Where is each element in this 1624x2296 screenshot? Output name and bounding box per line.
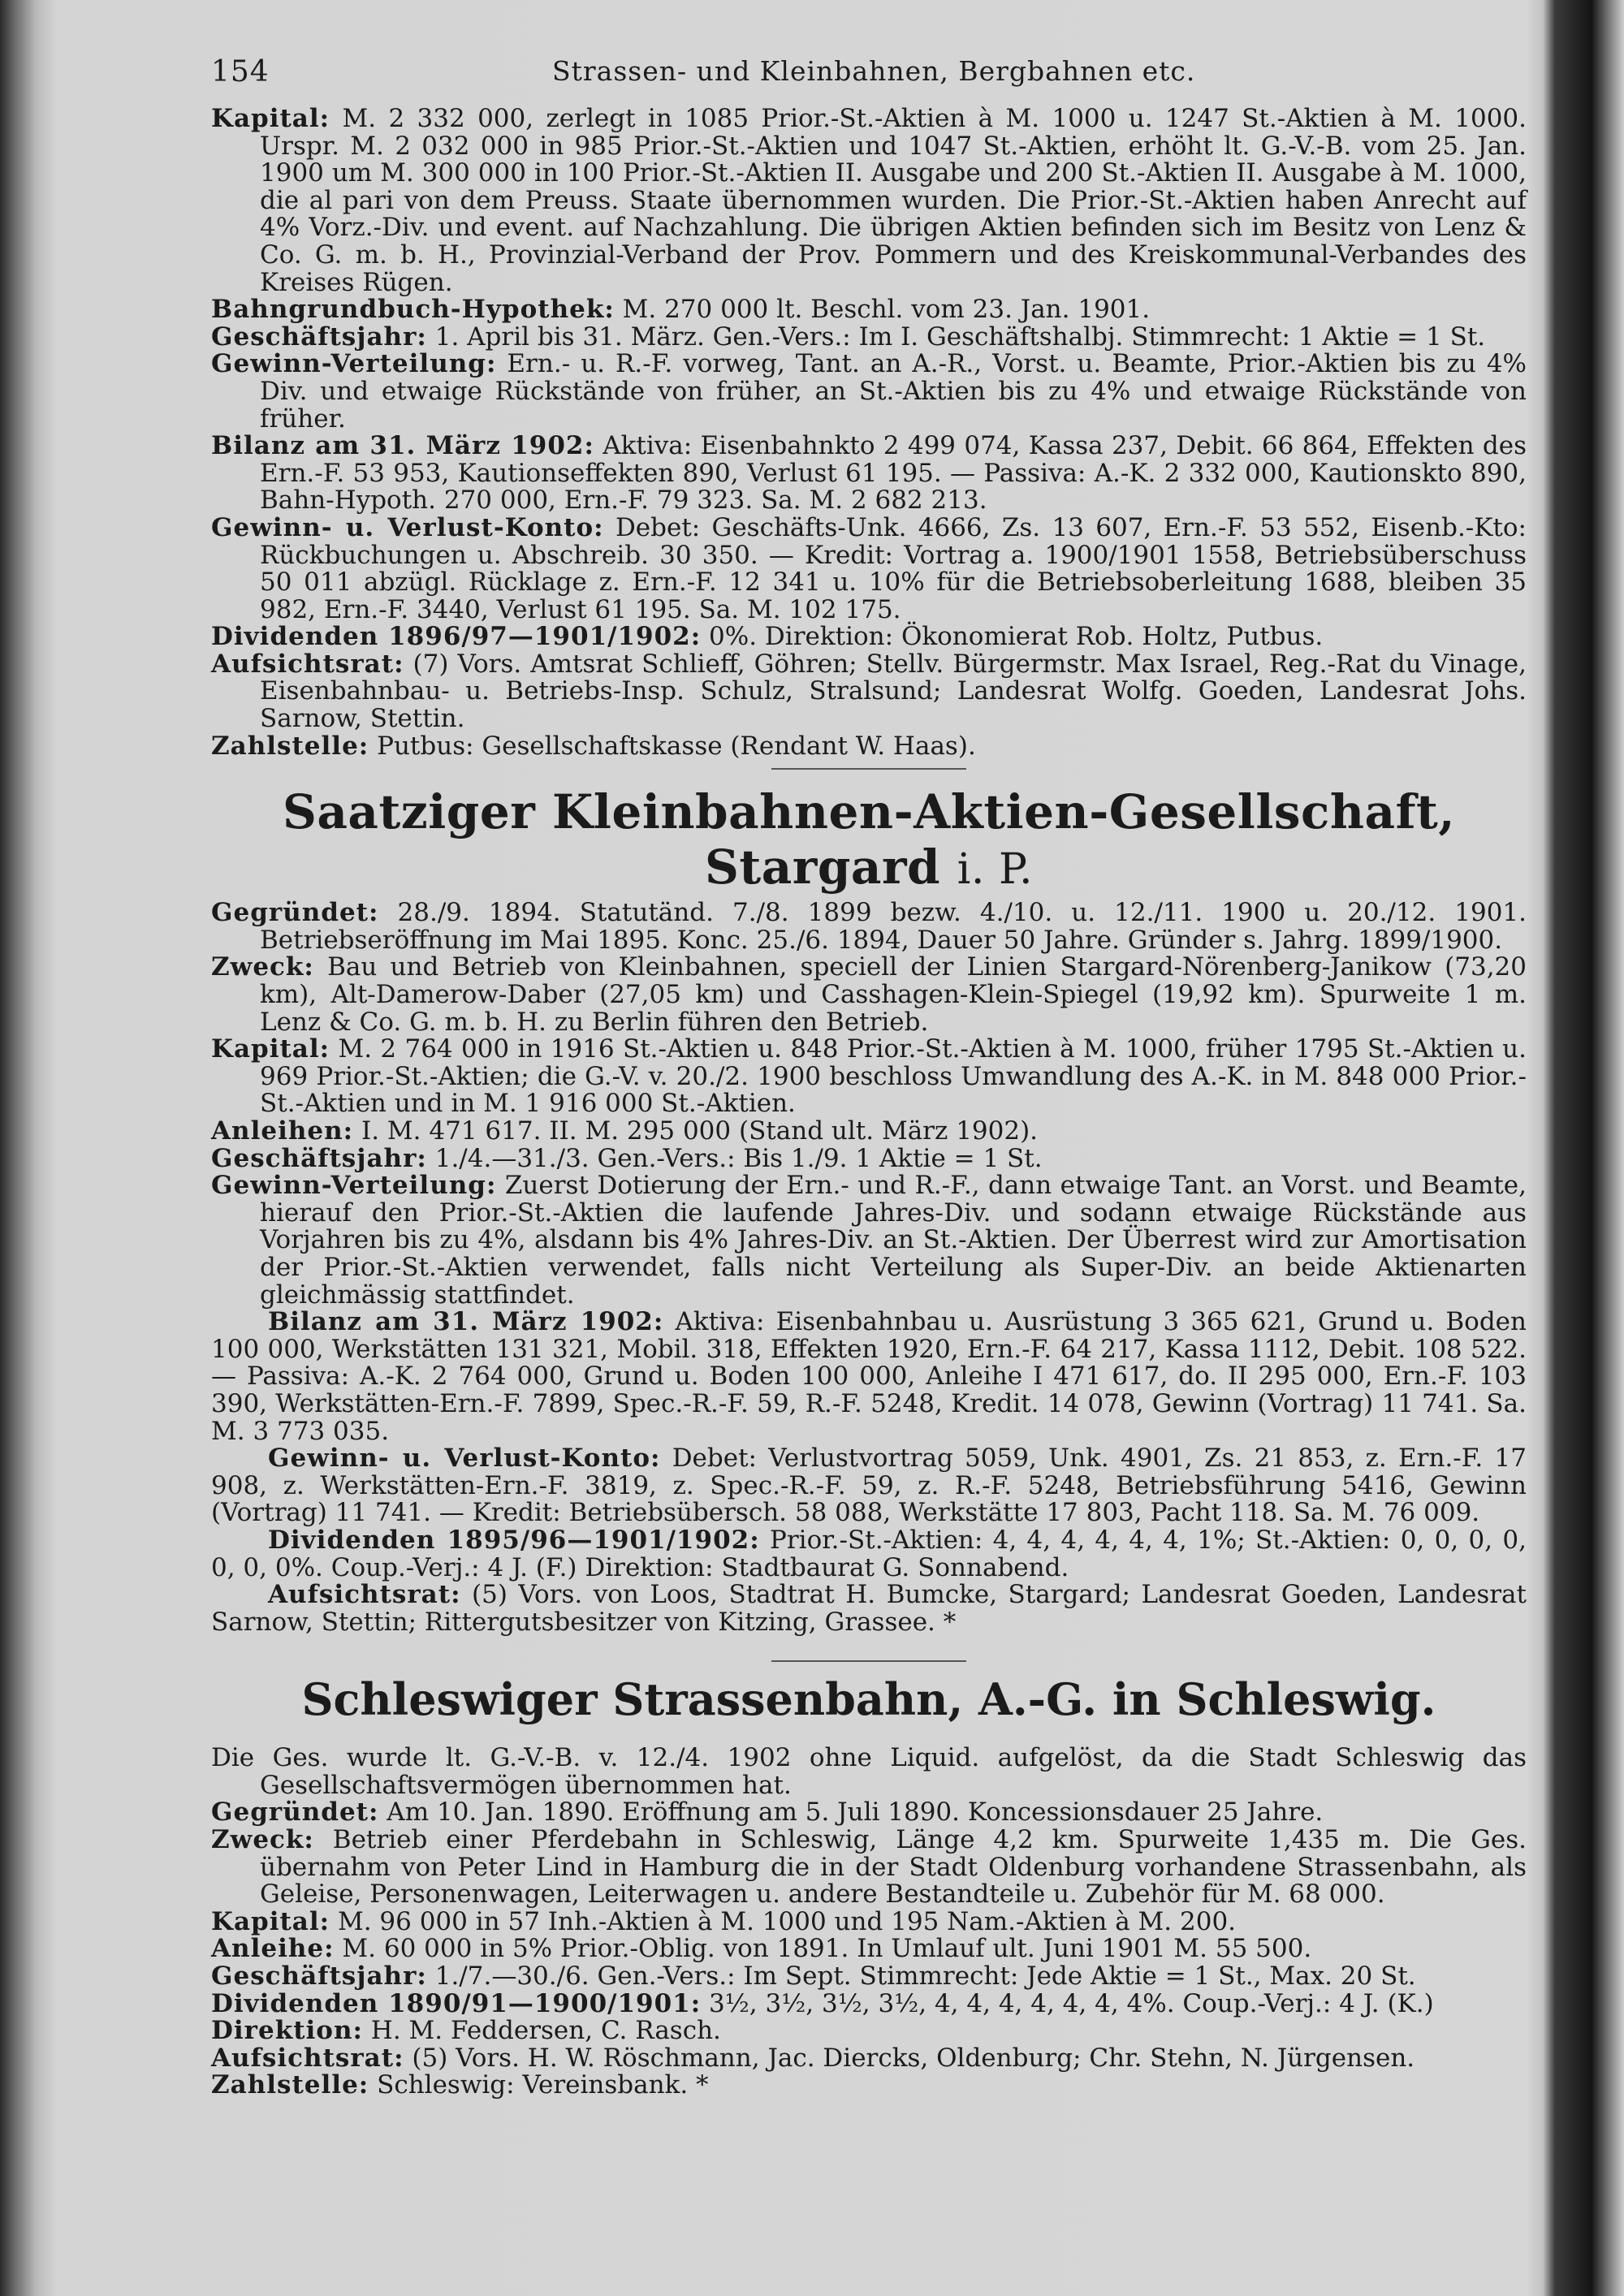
paragraph [211,1963,1527,1991]
field-key: Gegründet: [211,898,379,928]
running-title: Strassen- und Kleinbahnen, Bergbahnen etc. [552,55,1196,87]
paragraph [211,1936,1527,1963]
field-text: Betrieb einer Pferdebahn in Schleswig, Länge 4,2 km. Spurweite 1,435 m. Die Ges. übernahm von Peter Lind in Hamburg die in der Stadt Oldenburg vorhandene Strassenbahn, als Geleise, Personenwagen, Leiterwagen u. andere Bestandteile u. Zubehör für M. 68 000. [260,1825,1527,1910]
field-text: Zuerst Dotierung der Ern.- und R.-F., dann etwaige Tant. an Vorst. und Beamte, hierauf den Prior.-St.-Aktien die laufende Jahres-Div. und sodann etwaige Rückstände aus Vorjahren bis zu 4%, alsdann bis 4% Jahres-Div. an St.-Aktien. Der Überrest wird zur Amortisation der Prior.-St.-Aktien verwendet, falls nicht Verteilung als Super-Div. an beide Aktienarten gleichmässig stattfindet. [260,1171,1527,1310]
field-text: M. 2 332 000, zerlegt in 1085 Prior.-St.-Aktien à M. 1000 u. 1247 St.-Aktien à M. 1000. Urspr. M. 2 032 000 in 985 Prior.-St.-Aktien und 1047 St.-Aktien, erhöht lt. G.-V.-B. vom 25. Jan. 1900 um M. 300 000 in 100 Prior.-St.-Aktien II. Ausgabe und 200 St.-Aktien II. Ausgabe à M. 1000, die al pari von dem Preuss. Staate übernommen wurden. Die Prior.-St.-Aktien haben Anrecht auf 4% Vorz.-Div. und event. auf Nachzahlung. Die übrigen Aktien befinden sich im Besitz von Lenz & Co. G. m. b. H., Provinzial-Verband der Prov. Pommern und des Kreiskommunal-Verbandes des Kreises Rügen. [260,104,1527,297]
entry-schleswiger [211,1745,1527,2100]
field-key: Gewinn- u. Verlust-Konto: [211,512,604,542]
paragraph [211,1799,1527,1827]
paragraph [211,1988,1527,2018]
paragraph [211,433,1527,515]
paragraph [211,1143,1527,1173]
paragraph [211,651,1527,733]
field-key: Aufsichtsrat: [211,2043,404,2073]
field-text: 28./9. 1894. Statutänd. 7./8. 1899 bezw. 4./10. u. 12./11. 1900 u. 20./12. 1901. Betriebseröffnung im Mai 1895. Konc. 25./6. 1894, Dauer 50 Jahre. Gründer s. Jahrg. 1899/1900. [260,898,1527,955]
field-key: Geschäftsjahr: [211,1143,427,1173]
field-text: (5) Vors. H. W. Röschmann, Jac. Diercks, Oldenburg; Chr. Stehn, N. Jürgensen. [404,2043,1415,2073]
field-key: Dividenden 1895/96—1901/1902: [268,1525,760,1555]
field-text: I. M. 471 617. II. M. 295 000 (Stand ult. März 1902). [353,1116,1039,1146]
paragraph [211,2018,1527,2045]
field-key: Aufsichtsrat: [268,1580,461,1610]
paragraph [211,954,1527,1036]
entry-saatziger-financials [211,1309,1527,1636]
paragraph [211,1906,1527,1936]
paragraph [211,512,1527,624]
field-key: Zahlstelle: [211,2070,369,2100]
field-text: Putbus: Gesellschaftskasse (Rendant W. Haas). [369,731,976,761]
field-text: M. 2 764 000 in 1916 St.-Aktien u. 848 Prior.-St.-Aktien à M. 1000, früher 1795 St.-Aktien u. 969 Prior.-St.-Aktien; die G.-V. v. 20./2. 1900 beschloss Umwandlung des A.-K. in M. 848 000 Prior.-St.-Aktien und in M. 1 916 000 St.-Aktien. [260,1034,1527,1119]
paragraph [211,1309,1527,1445]
field-key: Zweck: [211,952,314,982]
company-heading-saatziger [211,784,1527,895]
field-key: Kapital: [211,104,330,133]
paragraph [211,1527,1527,1582]
separator-rule [771,1660,966,1662]
entry-ruegen-kleinbahn [211,106,1527,760]
paragraph [211,1745,1527,1799]
field-key: Zahlstelle: [211,731,369,761]
paragraph [211,106,1527,296]
field-key: Geschäftsjahr: [211,1962,427,1992]
paragraph [211,1118,1527,1146]
running-head [211,32,1527,106]
field-text: Am 10. Jan. 1890. Eröffnung am 5. Juli 1890. Koncessionsdauer 25 Jahre. [378,1798,1324,1828]
field-text: Aktiva: Eisenbahnkto 2 499 074, Kassa 237, Debit. 66 864, Effekten des Ern.-F. 53 953, Kautionseffekten 890, Verlust 61 195. — Passiva: A.-K. 2 332 000, Kautionskto 890, Bahn-Hypoth. 270 000, Ern.-F. 79 323. Sa. M. 2 682 213. [260,431,1527,516]
field-key: Kapital: [211,1906,330,1936]
field-text: H. M. Feddersen, C. Rasch. [362,2016,721,2046]
paragraph [211,1445,1527,1527]
field-key: Gewinn-Verteilung: [211,1171,497,1201]
field-key: Bilanz am 31. März 1902: [211,431,594,461]
field-key: Anleihe: [211,1934,335,1964]
field-text: 0%. Direktion: Ökonomierat Rob. Holtz, Putbus. [701,622,1324,652]
paragraph [211,624,1527,651]
field-text: Debet: Geschäfts-Unk. 4666, Zs. 13 607, Ern.-F. 53 552, Eisenb.-Kto: Rückbuchungen u. Abschreib. 30 350. — Kredit: Vortrag a. 1900/1901 1558, Betriebsüberschuss 50 011 abzügl. Rücklage z. Ern.-F. 12 341 u. 10% für die Betriebsoberleitung 1688, bleiben 35 982, Ern.-F. 3440, Verlust 61 195. Sa. M. 102 175. [260,512,1527,624]
field-text: Die Ges. wurde lt. G.-V.-B. v. 12./4. 1902 ohne Liquid. aufgelöst, da die Stadt Schleswig das Gesellschaftsvermögen übernommen hat. [211,1743,1527,1800]
entry-saatziger [211,900,1527,1309]
field-text: M. 96 000 in 57 Inh.-Aktien à M. 1000 und 195 Nam.-Aktien à M. 200. [330,1906,1237,1936]
field-text: Debet: Verlustvortrag 5059, Unk. 4901, Zs. 21 853, z. Ern.-F. 17 908, z. Werkstätten-Ern.-F. 3819, z. Spec.-R.-F. 59, z. R.-F. 5248, Betriebsführung 5416, Gewinn (Vortrag) 11 741. — Kredit: Betriebsübersch. 58 088, Werkstätte 17 803, Pacht 118. Sa. M. 76 009. [211,1444,1527,1528]
paragraph [211,296,1527,324]
field-text: Ern.- u. R.-F. vorweg, Tant. an A.-R., Vorst. u. Beamte, Prior.-Aktien bis zu 4% Div. und etwaige Rückstände von früher, an St.-Aktien bis zu 4% und etwaige Rückstände von früher. [260,349,1527,434]
field-text: (7) Vors. Amtsrat Schlieff, Göhren; Stellv. Bürgermstr. Max Israel, Reg.-Rat du Vinage, Eisenbahnbau- u. Betriebs-Insp. Schulz, Stralsund; Landesrat Wolfg. Goeden, Landesrat Johs. Sarnow, Stettin. [260,649,1527,734]
field-key: Gewinn- u. Verlust-Konto: [268,1444,661,1474]
paragraph [211,351,1527,433]
paragraph [211,1036,1527,1118]
field-text: M. 270 000 lt. Beschl. vom 23. Jan. 1901. [614,295,1151,325]
field-text: 1./4.—31./3. Gen.-Vers.: Bis 1./9. 1 Aktie = 1 St. [426,1143,1043,1173]
field-key: Direktion: [211,2016,363,2046]
field-key: Bahngrundbuch-Hypothek: [211,295,615,325]
field-key: Dividenden 1890/91—1900/1901: [211,1988,702,2018]
page-number: 154 [211,55,270,88]
field-text: 1. April bis 31. März. Gen.-Vers.: Im I. Geschäftshalbj. Stimmrecht: 1 Aktie = 1 St. [426,322,1486,352]
paragraph [211,1582,1527,1636]
field-key: Gegründet: [211,1798,379,1828]
company-heading-schleswiger [211,1673,1527,1725]
company-suffix: i. P. [957,845,1033,895]
field-text: M. 60 000 in 5% Prior.-Oblig. von 1891. In Umlauf ult. Juni 1901 M. 55 500. [334,1934,1312,1964]
field-text: (5) Vors. von Loos, Stadtrat H. Bumcke, Stargard; Landesrat Goeden, Landesrat Sarnow, Stettin; Rittergutsbesitzer von Kitzing, Grassee. * [211,1580,1527,1637]
field-text: Bau und Betrieb von Kleinbahnen, speciell der Linien Stargard-Nörenberg-Janikow (73,20 km), Alt-Damerow-Daber (27,05 km) und Casshagen-Klein-Spiegel (19,92 km). Spurweite 1 m. Lenz & Co. G. m. b. H. zu Berlin führen den Betrieb. [260,952,1527,1037]
paragraph [211,2072,1527,2100]
paragraph [211,1172,1527,1309]
field-key: Aufsichtsrat: [211,649,404,679]
company-name: Schleswiger Strassenbahn, A.-G. in Schleswig. [301,1673,1436,1726]
field-text: Schleswig: Vereinsbank. * [369,2070,709,2100]
separator-rule [771,768,966,770]
field-key: Gewinn-Verteilung: [211,349,497,379]
field-key: Geschäftsjahr: [211,322,427,352]
field-key: Zweck: [211,1825,314,1855]
field-text: 1./7.—30./6. Gen.-Vers.: Im Sept. Stimmrecht: Jede Aktie = 1 St., Max. 20 St. [426,1962,1416,1992]
paragraph [211,324,1527,352]
field-text: Prior.-St.-Aktien: 4, 4, 4, 4, 4, 4, 1%; St.-Aktien: 0, 0, 0, 0, 0, 0, 0%. Coup.-Verj.: 4 J. (F.) Direktion: Stadtbaurat G. Sonnabend. [211,1525,1527,1582]
paragraph [211,733,1527,761]
field-text: Aktiva: Eisenbahnbau u. Ausrüstung 3 365 621, Grund u. Boden 100 000, Werkstätten 131 321, Mobil. 318, Effekten 1920, Ern.-F. 64 217, Kassa 1112, Debit. 108 522. — Passiva: A.-K. 2 764 000, Grund u. Boden 100 000, Anleihe I 471 617, do. II 295 000, Ern.-F. 103 390, Werkstätten-Ern.-F. 7899, Spec.-R.-F. 59, R.-F. 5248, Kredit. 14 078, Gewinn (Vortrag) 11 741. Sa. M. 3 773 035. [211,1307,1527,1446]
paragraph [211,2045,1527,2073]
field-key: Bilanz am 31. März 1902: [268,1307,664,1337]
paragraph [211,900,1527,954]
company-name: Saatziger Kleinbahnen-Aktien-Gesellschaft, Stargard [282,784,1456,896]
field-key: Kapital: [211,1034,330,1064]
field-key: Anleihen: [211,1116,354,1146]
field-key: Dividenden 1896/97—1901/1902: [211,622,702,652]
paragraph [211,1827,1527,1909]
document-page [211,32,1527,2273]
field-text: 3½, 3½, 3½, 3½, 4, 4, 4, 4, 4, 4, 4%. Coup.-Verj.: 4 J. (K.) [701,1988,1434,2018]
